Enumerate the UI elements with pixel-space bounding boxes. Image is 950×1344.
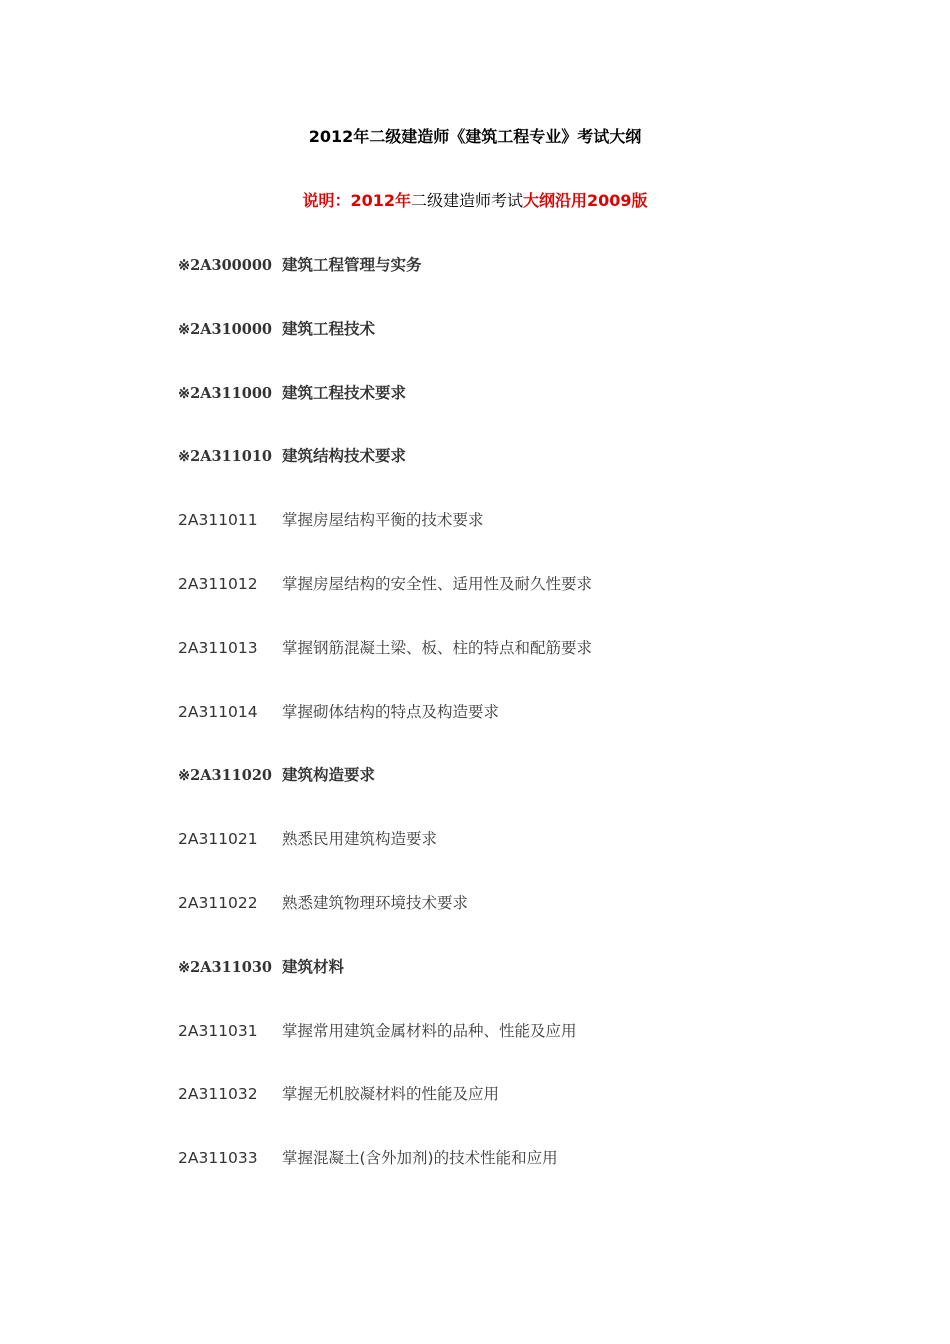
outline-code: 2A311032	[178, 1085, 258, 1104]
outline-entry	[178, 1021, 878, 1085]
outline-code: 2A311013	[178, 638, 258, 657]
outline-code: ※2A311030	[178, 958, 273, 976]
outline-code: ※2A310000	[178, 320, 273, 338]
outline-text: 建筑工程技术要求	[282, 383, 407, 402]
outline-code: 2A311022	[178, 893, 258, 912]
note-prefix: 说明：2012年	[302, 191, 411, 210]
outline-entry	[178, 765, 878, 829]
outline-code: 2A311021	[178, 830, 258, 849]
outline-text: 建筑结构技术要求	[282, 447, 407, 466]
outline-entry	[178, 446, 878, 510]
outline-text: 掌握钢筋混凝土梁、板、柱的特点和配筋要求	[282, 638, 593, 657]
outline-entry	[178, 574, 878, 638]
outline-text: 建筑工程技术	[282, 319, 376, 338]
outline-text: 建筑工程管理与实务	[282, 256, 422, 274]
outline-text: 掌握混凝土(含外加剂)的技术性能和应用	[282, 1149, 558, 1168]
document-title: 2012年二级建造师《建筑工程专业》考试大纲	[308, 127, 642, 146]
outline-text: 建筑材料	[282, 957, 345, 976]
outline-text: 熟悉民用建筑构造要求	[282, 830, 438, 849]
outline-text: 掌握砌体结构的特点及构造要求	[282, 702, 500, 721]
outline-code: ※2A311000	[178, 384, 273, 402]
outline-entry	[178, 255, 878, 319]
outline-code: 2A311031	[178, 1021, 258, 1040]
outline-code: 2A311012	[178, 574, 258, 593]
document-note	[0, 190, 950, 212]
outline-text: 掌握房屋结构的安全性、适用性及耐久性要求	[282, 574, 593, 593]
outline-text: 掌握常用建筑金属材料的品种、性能及应用	[282, 1021, 577, 1040]
outline-text: 掌握房屋结构平衡的技术要求	[282, 511, 484, 530]
outline-entry	[178, 702, 878, 766]
outline-entry	[178, 638, 878, 702]
outline-code: 2A311011	[178, 511, 258, 530]
outline-code: ※2A300000	[178, 257, 273, 274]
note-middle: 二级建造师考试	[410, 191, 523, 210]
note-suffix: 大纲沿用2009版	[523, 191, 648, 210]
outline-entry	[178, 510, 878, 574]
outline-code: ※2A311020	[178, 767, 273, 785]
outline-entry	[178, 319, 878, 383]
outline-entry	[178, 1148, 878, 1212]
outline-entry	[178, 829, 878, 893]
outline-text: 熟悉建筑物理环境技术要求	[282, 893, 469, 912]
outline-text: 掌握无机胶凝材料的性能及应用	[282, 1085, 500, 1104]
outline-list	[178, 255, 878, 1212]
outline-entry	[178, 957, 878, 1021]
outline-entry	[178, 383, 878, 447]
outline-code: ※2A311010	[178, 448, 273, 466]
outline-entry	[178, 893, 878, 957]
outline-text: 建筑构造要求	[282, 766, 376, 785]
outline-code: 2A311014	[178, 702, 258, 721]
outline-code: 2A311033	[178, 1149, 258, 1168]
outline-entry	[178, 1084, 878, 1148]
